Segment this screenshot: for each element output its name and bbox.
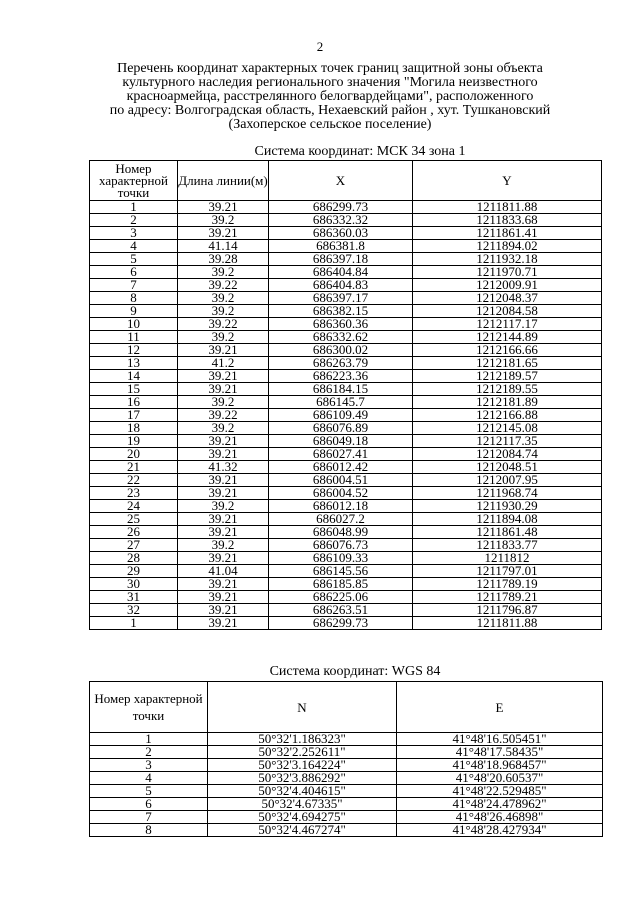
table-row	[90, 331, 602, 344]
table-row	[90, 305, 602, 318]
line-length-cell: 39.21	[178, 604, 269, 617]
line-length-cell: 39.21	[178, 435, 269, 448]
table-row	[90, 746, 603, 759]
y-cell: 1212009.91	[413, 279, 602, 292]
line-length-cell: 39.2	[178, 292, 269, 305]
x-cell: 686109.33	[269, 552, 413, 565]
table-row	[90, 591, 602, 604]
y-cell: 1211861.41	[413, 227, 602, 240]
line-length-cell: 39.21	[178, 617, 269, 630]
x-cell: 686404.84	[269, 266, 413, 279]
point-number-cell: 8	[90, 292, 178, 305]
point-number-cell: 22	[90, 474, 178, 487]
document-title	[70, 62, 590, 132]
line-length-cell: 39.21	[178, 513, 269, 526]
table-header-row	[90, 161, 602, 201]
line-length-cell: 39.21	[178, 578, 269, 591]
x-cell: 686299.73	[269, 201, 413, 214]
y-cell: 1211930.29	[413, 500, 602, 513]
point-number-cell: 18	[90, 422, 178, 435]
point-number-cell: 25	[90, 513, 178, 526]
title-line: культурного наследия регионального значения "Могила неизвестного	[122, 75, 538, 90]
point-number-cell: 15	[90, 383, 178, 396]
table-row	[90, 513, 602, 526]
table-row	[90, 811, 603, 824]
table-row	[90, 253, 602, 266]
table-row	[90, 565, 602, 578]
table-row	[90, 500, 602, 513]
header-x: X	[269, 161, 413, 201]
x-cell: 686145.56	[269, 565, 413, 578]
point-number-cell: 30	[90, 578, 178, 591]
table-row	[90, 604, 602, 617]
x-cell: 686225.06	[269, 591, 413, 604]
table-row	[90, 370, 602, 383]
line-length-cell: 39.2	[178, 214, 269, 227]
x-cell: 686360.36	[269, 318, 413, 331]
x-cell: 686332.32	[269, 214, 413, 227]
x-cell: 686027.2	[269, 513, 413, 526]
n-cell: 50°32'4.467274"	[208, 824, 397, 837]
x-cell: 686397.17	[269, 292, 413, 305]
point-number-cell: 2	[90, 214, 178, 227]
table-row	[90, 201, 602, 214]
table-row	[90, 798, 603, 811]
x-cell: 686012.42	[269, 461, 413, 474]
x-cell: 686004.51	[269, 474, 413, 487]
y-cell: 1212007.95	[413, 474, 602, 487]
point-number-cell: 1	[90, 617, 178, 630]
point-number-cell: 17	[90, 409, 178, 422]
n-cell: 50°32'3.886292"	[208, 772, 397, 785]
n-cell: 50°32'2.252611"	[208, 746, 397, 759]
y-cell: 1212084.74	[413, 448, 602, 461]
line-length-cell: 41.14	[178, 240, 269, 253]
e-cell: 41°48'24.478962"	[397, 798, 603, 811]
y-cell: 1211861.48	[413, 526, 602, 539]
point-number-cell: 9	[90, 305, 178, 318]
x-cell: 686109.49	[269, 409, 413, 422]
x-cell: 686185.85	[269, 578, 413, 591]
point-number-cell: 6	[90, 266, 178, 279]
y-cell: 1212181.89	[413, 396, 602, 409]
x-cell: 686381.8	[269, 240, 413, 253]
n-cell: 50°32'4.67335"	[208, 798, 397, 811]
y-cell: 1211833.77	[413, 539, 602, 552]
table-header-row	[90, 682, 603, 733]
line-length-cell: 39.2	[178, 539, 269, 552]
point-number-cell: 2	[90, 746, 208, 759]
point-number-cell: 3	[90, 227, 178, 240]
x-cell: 686332.62	[269, 331, 413, 344]
line-length-cell: 39.2	[178, 305, 269, 318]
table-row	[90, 227, 602, 240]
page-number: 2	[316, 39, 324, 54]
y-cell: 1211811.88	[413, 617, 602, 630]
y-cell: 1212166.88	[413, 409, 602, 422]
n-cell: 50°32'4.694275"	[208, 811, 397, 824]
point-number-cell: 32	[90, 604, 178, 617]
point-number-cell: 4	[90, 240, 178, 253]
point-number-cell: 1	[90, 733, 208, 746]
table-row	[90, 552, 602, 565]
point-number-cell: 31	[90, 591, 178, 604]
line-length-cell: 39.2	[178, 500, 269, 513]
y-cell: 1211789.21	[413, 591, 602, 604]
line-length-cell: 39.21	[178, 526, 269, 539]
line-length-cell: 39.2	[178, 331, 269, 344]
line-length-cell: 41.32	[178, 461, 269, 474]
header-n: N	[208, 682, 397, 733]
x-cell: 686382.15	[269, 305, 413, 318]
n-cell: 50°32'3.164224"	[208, 759, 397, 772]
point-number-cell: 29	[90, 565, 178, 578]
header-line-length: Длина линии(м)	[178, 161, 269, 201]
point-number-cell: 7	[90, 811, 208, 824]
point-number-cell: 3	[90, 759, 208, 772]
title-line: по адресу: Волгоградская область, Нехаевский район , хут. Тушкановский	[109, 103, 551, 118]
x-cell: 686300.02	[269, 344, 413, 357]
e-cell: 41°48'17.58435"	[397, 746, 603, 759]
point-number-cell: 4	[90, 772, 208, 785]
x-cell: 686263.51	[269, 604, 413, 617]
point-number-cell: 27	[90, 539, 178, 552]
point-number-cell: 10	[90, 318, 178, 331]
table-row	[90, 396, 602, 409]
table-row	[90, 474, 602, 487]
line-length-cell: 39.22	[178, 409, 269, 422]
point-number-cell: 23	[90, 487, 178, 500]
x-cell: 686360.03	[269, 227, 413, 240]
y-cell: 1212145.08	[413, 422, 602, 435]
y-cell: 1211811.88	[413, 201, 602, 214]
line-length-cell: 39.22	[178, 279, 269, 292]
y-cell: 1211797.01	[413, 565, 602, 578]
x-cell: 686076.89	[269, 422, 413, 435]
e-cell: 41°48'16.505451"	[397, 733, 603, 746]
y-cell: 1212117.17	[413, 318, 602, 331]
x-cell: 686145.7	[269, 396, 413, 409]
table-row	[90, 733, 603, 746]
line-length-cell: 39.21	[178, 448, 269, 461]
point-number-cell: 8	[90, 824, 208, 837]
line-length-cell: 39.21	[178, 201, 269, 214]
table-row	[90, 409, 602, 422]
e-cell: 41°48'22.529485"	[397, 785, 603, 798]
y-cell: 1211812	[413, 552, 602, 565]
table-row	[90, 292, 602, 305]
line-length-cell: 41.2	[178, 357, 269, 370]
point-number-cell: 26	[90, 526, 178, 539]
y-cell: 1211932.18	[413, 253, 602, 266]
y-cell: 1212189.55	[413, 383, 602, 396]
x-cell: 686049.18	[269, 435, 413, 448]
x-cell: 686004.52	[269, 487, 413, 500]
point-number-cell: 16	[90, 396, 178, 409]
line-length-cell: 39.21	[178, 344, 269, 357]
line-length-cell: 39.21	[178, 474, 269, 487]
e-cell: 41°48'28.427934"	[397, 824, 603, 837]
table-row	[90, 759, 603, 772]
y-cell: 1211968.74	[413, 487, 602, 500]
table-row	[90, 539, 602, 552]
point-number-cell: 12	[90, 344, 178, 357]
line-length-cell: 39.2	[178, 266, 269, 279]
header-y: Y	[413, 161, 602, 201]
point-number-cell: 24	[90, 500, 178, 513]
table-row	[90, 214, 602, 227]
e-cell: 41°48'20.60537"	[397, 772, 603, 785]
point-number-cell: 11	[90, 331, 178, 344]
x-cell: 686027.41	[269, 448, 413, 461]
table-row	[90, 383, 602, 396]
line-length-cell: 39.2	[178, 422, 269, 435]
x-cell: 686299.73	[269, 617, 413, 630]
table-row	[90, 785, 603, 798]
table-row	[90, 318, 602, 331]
line-length-cell: 39.21	[178, 227, 269, 240]
table-row	[90, 461, 602, 474]
title-line: красноармейца, расстрелянного белогвардейцами", расположенного	[126, 89, 534, 104]
n-cell: 50°32'4.404615"	[208, 785, 397, 798]
x-cell: 686076.73	[269, 539, 413, 552]
header-point-number: Номер характерной точки	[90, 682, 208, 733]
n-cell: 50°32'1.186323"	[208, 733, 397, 746]
line-length-cell: 39.2	[178, 396, 269, 409]
table-row	[90, 617, 602, 630]
table-row	[90, 526, 602, 539]
header-e: E	[397, 682, 603, 733]
y-cell: 1212117.35	[413, 435, 602, 448]
x-cell: 686184.15	[269, 383, 413, 396]
y-cell: 1212181.65	[413, 357, 602, 370]
point-number-cell: 19	[90, 435, 178, 448]
title-line: (Захоперское сельское поселение)	[228, 117, 432, 132]
line-length-cell: 39.28	[178, 253, 269, 266]
line-length-cell: 39.21	[178, 487, 269, 500]
header-point-number: Номер характерной точки	[90, 161, 178, 201]
table2-caption: Система координат: WGS 84	[269, 664, 441, 679]
line-length-cell: 39.22	[178, 318, 269, 331]
x-cell: 686397.18	[269, 253, 413, 266]
y-cell: 1211970.71	[413, 266, 602, 279]
y-cell: 1212166.66	[413, 344, 602, 357]
line-length-cell: 39.21	[178, 370, 269, 383]
point-number-cell: 5	[90, 785, 208, 798]
table1-caption: Система координат: МСК 34 зона 1	[254, 144, 466, 159]
table-row	[90, 357, 602, 370]
point-number-cell: 20	[90, 448, 178, 461]
table-row	[90, 824, 603, 837]
point-number-cell: 7	[90, 279, 178, 292]
wgs84-coordinates-table	[89, 681, 603, 837]
x-cell: 686223.36	[269, 370, 413, 383]
y-cell: 1211894.08	[413, 513, 602, 526]
point-number-cell: 5	[90, 253, 178, 266]
table-row	[90, 344, 602, 357]
y-cell: 1212189.57	[413, 370, 602, 383]
point-number-cell: 1	[90, 201, 178, 214]
table-row	[90, 266, 602, 279]
line-length-cell: 39.21	[178, 591, 269, 604]
line-length-cell: 39.21	[178, 383, 269, 396]
y-cell: 1212048.51	[413, 461, 602, 474]
table-row	[90, 487, 602, 500]
point-number-cell: 14	[90, 370, 178, 383]
y-cell: 1212084.58	[413, 305, 602, 318]
table-row	[90, 772, 603, 785]
y-cell: 1211796.87	[413, 604, 602, 617]
e-cell: 41°48'26.46898"	[397, 811, 603, 824]
x-cell: 686048.99	[269, 526, 413, 539]
e-cell: 41°48'18.968457"	[397, 759, 603, 772]
msk-coordinates-table	[89, 160, 602, 630]
line-length-cell: 39.21	[178, 552, 269, 565]
table-row	[90, 279, 602, 292]
table-row	[90, 578, 602, 591]
y-cell: 1211894.02	[413, 240, 602, 253]
table-row	[90, 448, 602, 461]
point-number-cell: 6	[90, 798, 208, 811]
table-row	[90, 435, 602, 448]
line-length-cell: 41.04	[178, 565, 269, 578]
table-row	[90, 240, 602, 253]
point-number-cell: 21	[90, 461, 178, 474]
point-number-cell: 28	[90, 552, 178, 565]
x-cell: 686263.79	[269, 357, 413, 370]
table-row	[90, 422, 602, 435]
y-cell: 1212048.37	[413, 292, 602, 305]
y-cell: 1211789.19	[413, 578, 602, 591]
x-cell: 686404.83	[269, 279, 413, 292]
x-cell: 686012.18	[269, 500, 413, 513]
title-line: Перечень координат характерных точек границ защитной зоны объекта	[117, 61, 543, 76]
y-cell: 1212144.89	[413, 331, 602, 344]
point-number-cell: 13	[90, 357, 178, 370]
y-cell: 1211833.68	[413, 214, 602, 227]
